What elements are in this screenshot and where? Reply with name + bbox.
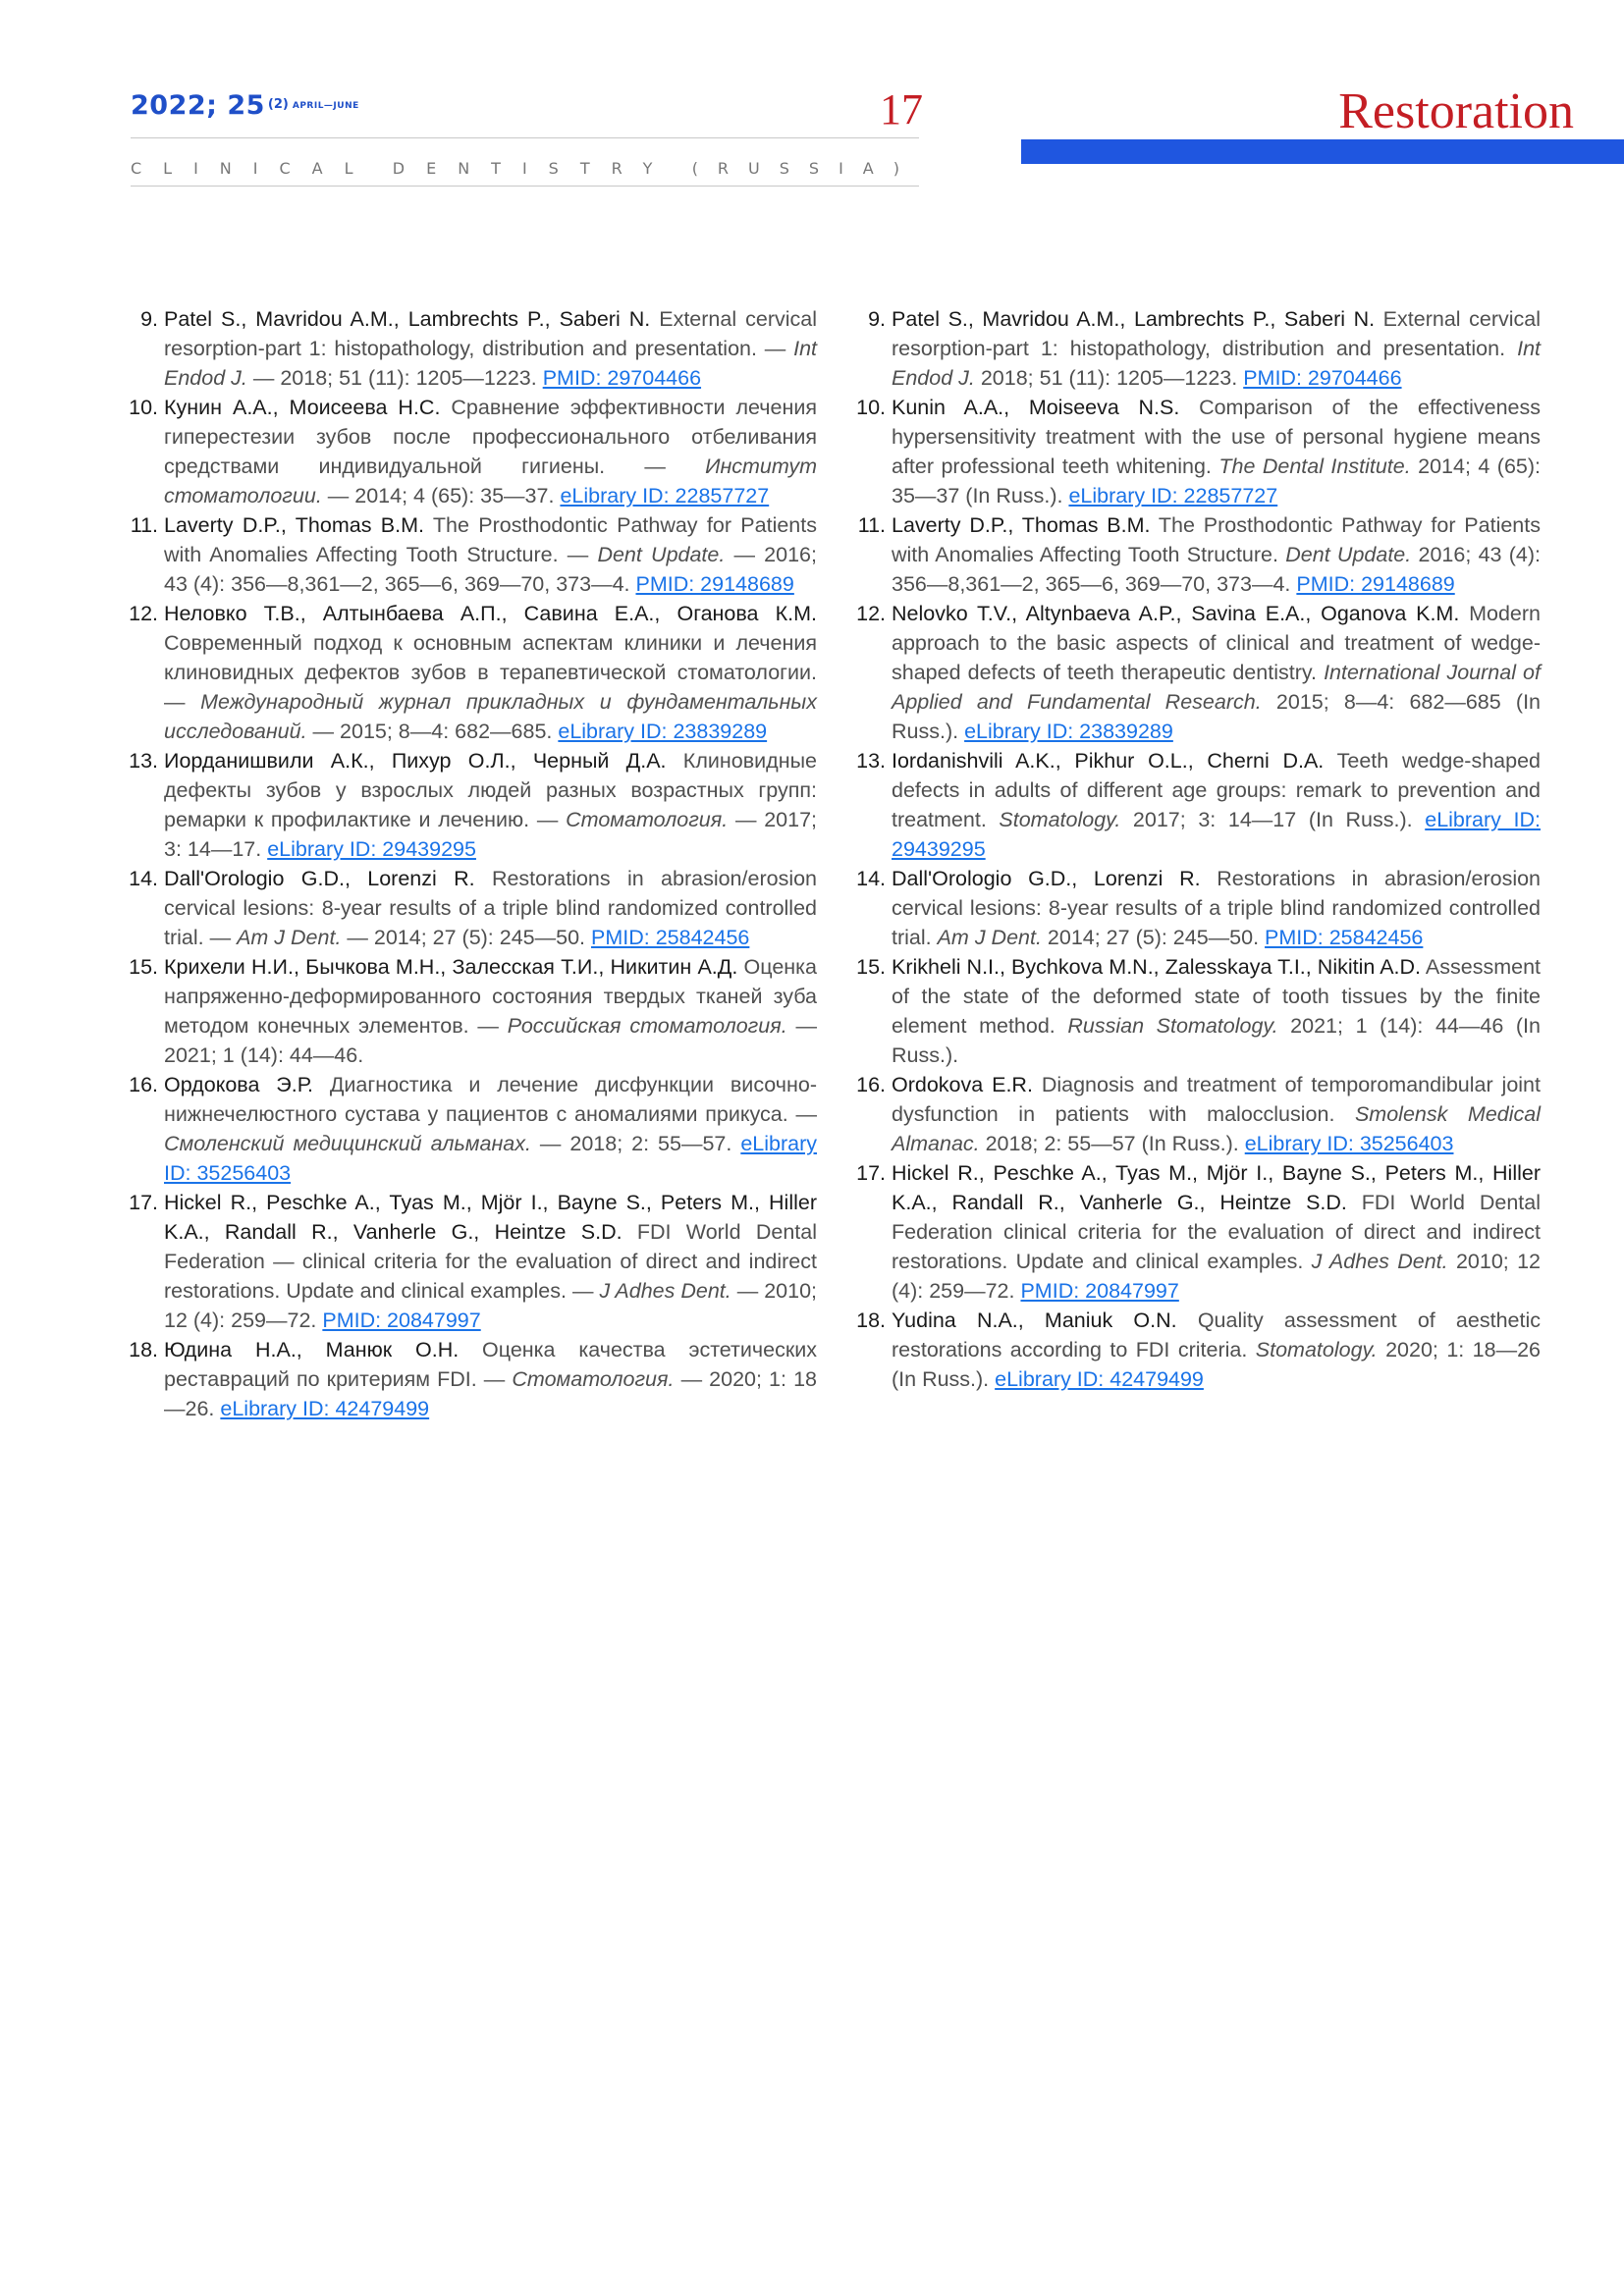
reference-number: 14. <box>129 867 158 890</box>
reference-item <box>856 304 1541 393</box>
reference-details: 2016; 43 (4): 356—8,361—2, 365—6, 369—70, 373—4. <box>892 543 1541 596</box>
reference-authors: Hickel R., Peschke A., Tyas M., Mjör I., Bayne S., Peters M., Hiller K.A., Randall R., Vanherle G., Heintze S.D. <box>164 1191 817 1244</box>
reference-item <box>856 393 1541 510</box>
reference-source: Int Endod J. <box>892 337 1541 390</box>
reference-item <box>856 952 1541 1070</box>
reference-number: 16. <box>856 1073 886 1096</box>
reference-authors: Kunin A.A., Moiseeva N.S. <box>892 396 1180 419</box>
reference-authors: Dall'Orologio G.D., Lorenzi R. <box>892 867 1201 890</box>
reference-link[interactable]: PMID: 25842456 <box>591 926 750 949</box>
reference-source: Stomatology. <box>999 808 1121 831</box>
reference-authors: Laverty D.P., Thomas B.M. <box>164 513 424 537</box>
reference-number: 10. <box>129 396 158 419</box>
reference-title: Restorations in abrasion/erosion cervical lesions: 8-year results of a triple blind randomized controlled trial. — <box>164 867 818 949</box>
reference-title: Assessment of the state of the deformed state of tooth tissues by the finite element method. <box>892 955 1541 1038</box>
reference-item <box>129 510 817 599</box>
journal-issue <box>131 90 359 121</box>
reference-link[interactable]: eLibrary ID: 22857727 <box>1068 484 1278 507</box>
reference-link[interactable]: PMID: 25842456 <box>1265 926 1424 949</box>
header-divider-bottom <box>131 186 919 187</box>
reference-number: 10. <box>856 396 886 419</box>
volume-label: 2022; 25 <box>131 90 265 121</box>
reference-link[interactable]: PMID: 29148689 <box>635 572 794 596</box>
reference-number: 18. <box>856 1308 886 1332</box>
reference-authors: Patel S., Mavridou A.M., Lambrechts P., Saberi N. <box>164 307 651 331</box>
reference-item <box>129 304 817 393</box>
reference-item <box>129 1070 817 1188</box>
reference-title: Оценка напряженно-деформированного состояния твердых тканей зуба методом конечных элементов. — <box>164 955 818 1038</box>
reference-source: Стоматология. <box>566 808 729 831</box>
reference-details: — 2015; 8—4: 682—685. <box>306 720 559 743</box>
reference-item <box>129 746 817 864</box>
reference-title: External cervical resorption-part 1: histopathology, distribution and presentation. — <box>164 307 817 360</box>
reference-link[interactable]: eLibrary ID: 35256403 <box>1244 1132 1454 1155</box>
months-label: APRIL—JUNE <box>292 100 359 111</box>
reference-link[interactable]: eLibrary ID: 22857727 <box>560 484 770 507</box>
reference-source: Международный журнал прикладных и фундаментальных исследований. <box>164 690 817 743</box>
reference-details: 2020; 1: 18—26 (In Russ.). <box>892 1338 1542 1391</box>
reference-authors: Krikheli N.I., Bychkova M.N., Zalesskaya T.I., Nikitin A.D. <box>892 955 1422 979</box>
reference-number: 14. <box>856 867 886 890</box>
reference-link[interactable]: eLibrary ID: 35256403 <box>164 1132 818 1185</box>
reference-authors: Iordanishvili A.K., Pikhur O.L., Cherni D.A. <box>892 749 1325 773</box>
reference-link[interactable]: PMID: 29704466 <box>542 366 702 390</box>
reference-item <box>856 510 1541 599</box>
reference-details: 2021; 1 (14): 44—46 (In Russ.). <box>892 1014 1541 1067</box>
reference-source: Dent Update. <box>1285 543 1412 566</box>
reference-number: 11. <box>857 513 886 537</box>
reference-number: 13. <box>129 749 158 773</box>
reference-title: FDI World Dental Federation clinical criteria for the evaluation of direct and indirect restorations. Update and clinical examples. <box>892 1191 1541 1273</box>
reference-title: Диагностика и лечение дисфункции височно-нижнечелюстного сустава у пациентов с аномалиями прикуса. — <box>164 1073 817 1126</box>
reference-item <box>856 1158 1541 1306</box>
reference-details: — 2014; 4 (65): 35—37. <box>321 484 561 507</box>
reference-number: 12. <box>129 602 158 625</box>
reference-details: 2017; 3: 14—17 (In Russ.). <box>1120 808 1426 831</box>
reference-link[interactable]: eLibrary ID: 23839289 <box>558 720 768 743</box>
reference-source: Int Endod J. <box>164 337 817 390</box>
reference-link[interactable]: eLibrary ID: 29439295 <box>267 837 476 861</box>
reference-title: FDI World Dental Federation — clinical criteria for the evaluation of direct and indirect restorations. Update and clinical examples. — <box>164 1220 817 1303</box>
reference-link[interactable]: eLibrary ID: 42479499 <box>220 1397 430 1420</box>
section-accent-bar <box>1021 139 1624 164</box>
reference-number: 13. <box>856 749 886 773</box>
reference-details: — 2010; 12 (4): 259—72. <box>164 1279 818 1332</box>
reference-item <box>856 1306 1541 1394</box>
reference-item <box>856 599 1541 746</box>
reference-item <box>856 746 1541 864</box>
reference-title: Quality assessment of aesthetic restorations according to FDI criteria. <box>892 1308 1541 1362</box>
reference-item <box>856 1070 1541 1158</box>
reference-link[interactable]: eLibrary ID: 23839289 <box>964 720 1173 743</box>
reference-source: J Adhes Dent. <box>599 1279 731 1303</box>
reference-title: Restorations in abrasion/erosion cervical lesions: 8-year results of a triple blind randomized controlled trial. <box>892 867 1542 949</box>
reference-authors: Неловко Т.В., Алтынбаева А.П., Савина Е.А., Оганова К.М. <box>164 602 817 625</box>
reference-authors: Крихели Н.И., Бычкова М.Н., Залесская Т.И., Никитин А.Д. <box>164 955 738 979</box>
reference-number: 17. <box>129 1191 158 1214</box>
reference-number: 18. <box>129 1338 158 1362</box>
reference-authors: Laverty D.P., Thomas B.M. <box>892 513 1151 537</box>
reference-title: The Prosthodontic Pathway for Patients with Anomalies Affecting Tooth Structure. <box>892 513 1541 566</box>
reference-authors: Ордокова Э.Р. <box>164 1073 313 1096</box>
reference-details: — 2016; 43 (4): 356—8,361—2, 365—6, 369—70, 373—4. <box>164 543 817 596</box>
reference-authors: Yudina N.A., Maniuk O.N. <box>892 1308 1177 1332</box>
reference-item <box>129 599 817 746</box>
reference-title: External cervical resorption-part 1: histopathology, distribution and presentation. <box>892 307 1541 360</box>
page-number: 17 <box>880 85 923 133</box>
reference-item <box>856 864 1541 952</box>
journal-name-bar <box>131 159 919 178</box>
header-divider-top <box>131 137 919 138</box>
section-title: Restoration <box>1338 83 1574 139</box>
reference-source: Институт стоматологии. <box>164 454 817 507</box>
issue-label: (2) <box>267 96 289 112</box>
reference-authors: Иорданишвили А.К., Пихур О.Л., Черный Д.А. <box>164 749 667 773</box>
reference-number: 15. <box>129 955 158 979</box>
reference-item <box>129 1335 817 1423</box>
reference-details: — 2018; 51 (11): 1205—1223. <box>246 366 543 390</box>
reference-authors: Dall'Orologio G.D., Lorenzi R. <box>164 867 475 890</box>
reference-details: — 2020; 1: 18—26. <box>164 1367 817 1420</box>
reference-source: Smolensk Medical Almanac. <box>892 1102 1541 1155</box>
reference-title: Diagnosis and treatment of temporomandibular joint dysfunction in patients with malocclusion. <box>892 1073 1541 1126</box>
reference-source: Смоленский медицинский альманах. <box>164 1132 531 1155</box>
reference-source: Am J Dent. <box>237 926 342 949</box>
reference-number: 12. <box>856 602 886 625</box>
reference-title: The Prosthodontic Pathway for Patients with Anomalies Affecting Tooth Structure. — <box>164 513 817 566</box>
reference-link[interactable]: PMID: 20847997 <box>322 1308 481 1332</box>
reference-details: 2014; 4 (65): 35—37 (In Russ.). <box>892 454 1541 507</box>
reference-number: 9. <box>868 307 886 331</box>
references-english-column <box>856 304 1541 1394</box>
reference-authors: Hickel R., Peschke A., Tyas M., Mjör I., Bayne S., Peters M., Hiller K.A., Randall R., Vanherle G., Heintze S.D. <box>892 1161 1541 1214</box>
reference-item <box>129 864 817 952</box>
reference-authors: Кунин А.А., Моисеева Н.С. <box>164 396 441 419</box>
reference-details: 2018; 2: 55—57 (In Russ.). <box>979 1132 1245 1155</box>
reference-title: Современный подход к основным аспектам клиники и лечения клиновидных дефектов зубов в терапевтической стоматологии. — <box>164 631 817 714</box>
reference-source: The Dental Institute. <box>1218 454 1411 478</box>
reference-source: Am J Dent. <box>937 926 1042 949</box>
reference-source: J Adhes Dent. <box>1311 1250 1448 1273</box>
reference-details: — 2018; 2: 55—57. <box>530 1132 741 1155</box>
reference-source: Stomatology. <box>1255 1338 1378 1362</box>
reference-title: Modern approach to the basic aspects of clinical and treatment of wedge-shaped defects of teeth therapeutic dentistry. <box>892 602 1541 684</box>
reference-source: Russian Stomatology. <box>1067 1014 1278 1038</box>
reference-link[interactable]: PMID: 29148689 <box>1296 572 1455 596</box>
reference-link[interactable]: PMID: 29704466 <box>1243 366 1402 390</box>
reference-authors: Patel S., Mavridou A.M., Lambrechts P., Saberi N. <box>892 307 1376 331</box>
reference-title: Comparison of the effectiveness hypersensitivity treatment with the use of personal hygiene means after professional teeth whitening. <box>892 396 1542 478</box>
reference-title: Оценка качества эстетических реставраций по критериям FDI. — <box>164 1338 817 1391</box>
reference-details: — 2014; 27 (5): 245—50. <box>341 926 591 949</box>
reference-number: 9. <box>140 307 158 331</box>
reference-title: Сравнение эффективности лечения гиперестезии зубов после профессионального отбеливания средствами индивидуальной гигиены. — <box>164 396 817 478</box>
reference-details: 2010; 12 (4): 259—72. <box>892 1250 1541 1303</box>
references-russian-column <box>129 304 817 1423</box>
reference-details: — 2017; 3: 14—17. <box>164 808 817 861</box>
reference-source: International Journal of Applied and Fundamental Research. <box>892 661 1541 714</box>
reference-details: 2018; 51 (11): 1205—1223. <box>974 366 1244 390</box>
reference-authors: Ordokova E.R. <box>892 1073 1033 1096</box>
reference-authors: Юдина Н.А., Манюк О.Н. <box>164 1338 460 1362</box>
reference-item <box>129 952 817 1070</box>
reference-link[interactable]: PMID: 20847997 <box>1020 1279 1179 1303</box>
reference-number: 16. <box>129 1073 158 1096</box>
journal-word: DENTISTRY <box>392 159 675 178</box>
reference-item <box>129 393 817 510</box>
reference-number: 11. <box>130 513 158 537</box>
reference-title: Клиновидные дефекты зубов у взрослых людей разных возрастных групп: ремарки к профилактике и лечению. — <box>164 749 817 831</box>
journal-word: CLINICAL <box>131 159 375 178</box>
reference-link[interactable]: eLibrary ID: 29439295 <box>892 808 1541 861</box>
reference-details: — 2021; 1 (14): 44—46. <box>164 1014 817 1067</box>
reference-number: 15. <box>856 955 886 979</box>
reference-title: Teeth wedge-shaped defects in adults of different age groups: remark to prevention and treatment. <box>892 749 1541 831</box>
reference-authors: Nelovko T.V., Altynbaeva A.P., Savina E.A., Oganova K.M. <box>892 602 1460 625</box>
reference-item <box>129 1188 817 1335</box>
reference-source: Стоматология. <box>512 1367 675 1391</box>
journal-word: (RUSSIA) <box>691 159 919 178</box>
reference-details: 2015; 8—4: 682—685 (In Russ.). <box>892 690 1542 743</box>
reference-link[interactable]: eLibrary ID: 42479499 <box>995 1367 1204 1391</box>
reference-source: Российская стоматология. <box>507 1014 787 1038</box>
reference-details: 2014; 27 (5): 245—50. <box>1041 926 1266 949</box>
reference-number: 17. <box>856 1161 886 1185</box>
reference-source: Dent Update. <box>597 543 726 566</box>
